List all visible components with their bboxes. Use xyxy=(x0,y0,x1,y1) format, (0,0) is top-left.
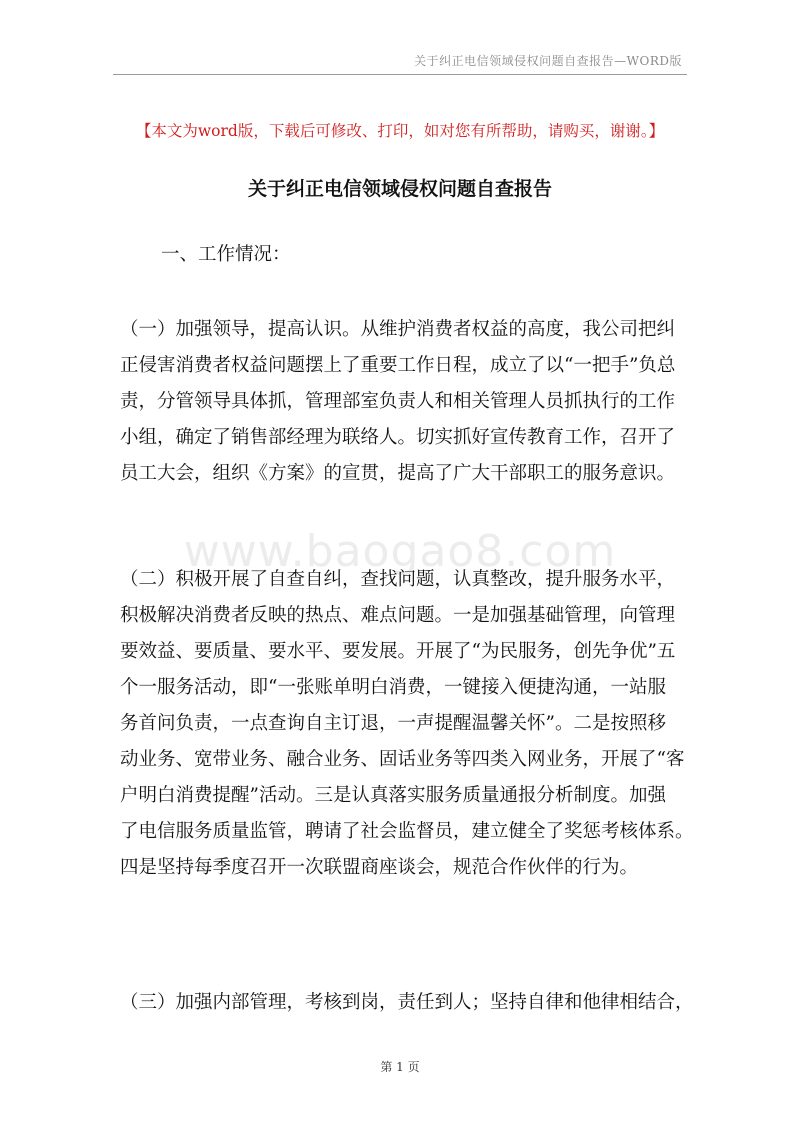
paragraph-1 xyxy=(120,312,686,492)
paragraph-line: （二）积极开展了自查自纠，查找问题，认真整改，提升服务水平， xyxy=(120,569,676,590)
paragraph-line: 了电信服务质量监管，聘请了社会监督员，建立健全了奖惩考核体系。 xyxy=(120,821,694,842)
paragraph-line: 户明白消费提醒”活动。三是认真落实服务质量通报分析制度。加强 xyxy=(120,785,666,806)
paragraph-line: 个一服务活动，即“一张账单明白消费，一键接入便捷沟通，一站服 xyxy=(120,677,666,698)
page-number: 第 1 页 xyxy=(380,1060,420,1074)
paragraph-line: 要效益、要质量、要水平、要发展。开展了“为民服务，创先争优”五 xyxy=(120,641,676,662)
paragraph-line: （三）加强内部管理，考核到岗，责任到人；坚持自律和他律相结合， xyxy=(120,992,694,1013)
section-heading: 一、工作情况： xyxy=(161,244,291,265)
header-divider xyxy=(113,74,687,75)
running-header: 关于纠正电信领域侵权问题自查报告—WORD版 xyxy=(414,54,682,68)
paragraph-line: 动业务、宽带业务、融合业务、固话业务等四类入网业务，开展了“客 xyxy=(120,749,685,770)
document-title: 关于纠正电信领域侵权问题自查报告 xyxy=(247,178,552,200)
paragraph-line: 四是坚持每季度召开一次联盟商座谈会，规范合作伙伴的行为。 xyxy=(120,857,639,878)
paragraph-line: 责，分管领导具体抓，管理部室负责人和相关管理人员抓执行的工作 xyxy=(120,391,676,412)
paragraph-line: 积极解决消费者反映的热点、难点问题。一是加强基础管理，向管理 xyxy=(120,605,676,626)
paragraph-line: 正侵害消费者权益问题摆上了重要工作日程，成立了以“一把手”负总 xyxy=(120,355,676,376)
paragraph-3 xyxy=(120,985,694,1021)
watermark: www.baogao8.com xyxy=(183,526,617,577)
paragraph-line: 务首问负责，一点查询自主订退，一声提醒温馨关怀”。二是按照移 xyxy=(120,713,666,734)
paragraph-line: （一）加强领导，提高认识。从维护消费者权益的高度，我公司把纠 xyxy=(120,319,676,340)
paragraph-line: 员工大会，组织《方案》的宣贯，提高了广大干部职工的服务意识。 xyxy=(120,463,676,484)
paragraph-2 xyxy=(120,562,694,886)
paragraph-line: 小组，确定了销售部经理为联络人。切实抓好宣传教育工作，召开了 xyxy=(120,427,676,448)
purchase-notice: 【本文为word版，下载后可修改、打印，如对您有所帮助，请购买，谢谢。】 xyxy=(135,122,665,140)
